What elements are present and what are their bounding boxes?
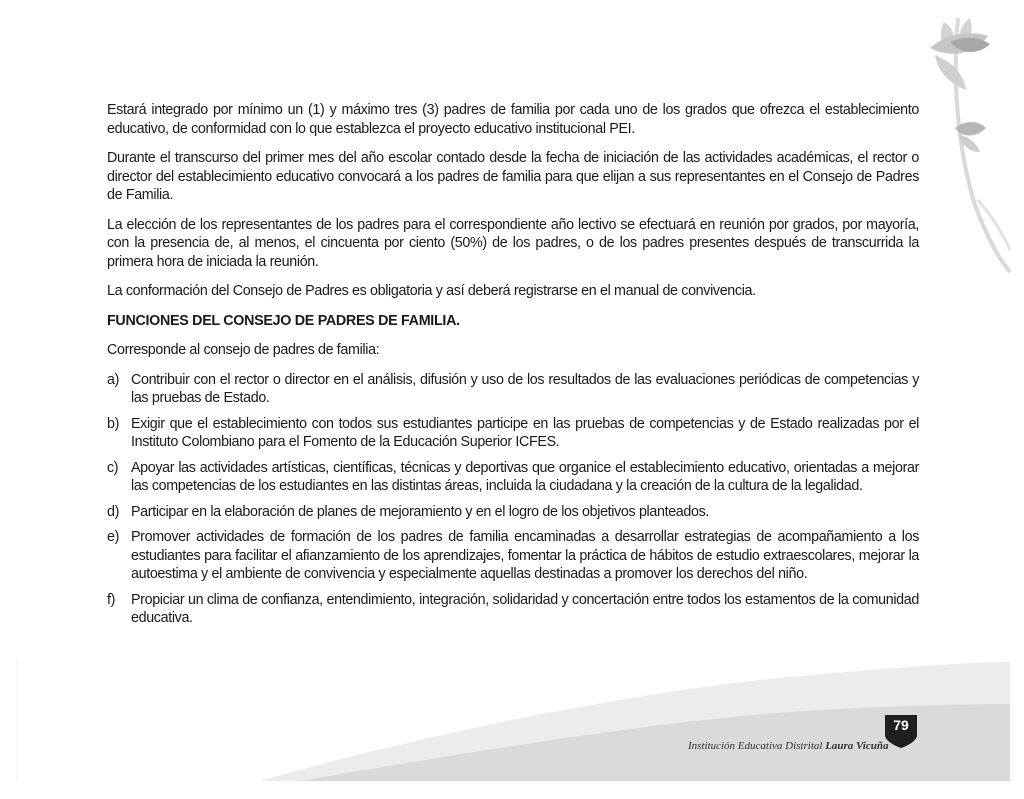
list-intro: Corresponde al consejo de padres de familia: — [107, 342, 380, 358]
page-number: 79 — [893, 717, 909, 733]
footer-institution — [688, 740, 898, 752]
footer-institution-prefix: Institución Educativa Distrital — [688, 740, 823, 752]
list-item — [107, 415, 919, 452]
list-item-text: Apoyar las actividades artísticas, científicas, técnicas y deportivas que organice el establecimiento educativo, orientadas a mejorar las competencias de los estudiantes en las distintas áreas, incluida la ciudadana y la creación de la cultura de la legalidad. — [131, 459, 919, 494]
list-item-text: Participar en la elaboración de planes de mejoramiento y en el logro de los objetivos planteados. — [131, 503, 710, 520]
paragraph-1: Estará integrado por mínimo un (1) y máximo tres (3) padres de familia por cada uno de los grados que ofrezca el establecimiento educativo, de conformidad con lo que establezca el proyecto educativo institucional PEI. — [107, 102, 919, 137]
paragraph-2: Durante el transcurso del primer mes del año escolar contado desde la fecha de iniciación de las actividades académicas, el rector o director del establecimiento educativo convocará a los padres de familia para que elijan a sus representantes en el Consejo de Padres de Familia. — [107, 150, 919, 203]
list-item-marker: c) — [107, 459, 119, 476]
list-item-marker: f) — [107, 591, 116, 608]
list-item-text: Contribuir con el rector o director en el análisis, difusión y uso de los resultados de las evaluaciones periódicas de competencias y las pruebas de Estado. — [131, 371, 919, 406]
list-item-marker: d) — [107, 503, 120, 520]
list-item — [107, 459, 919, 496]
floral-ornament — [930, 18, 1010, 272]
footer-institution-name: Laura Vicuña — [825, 740, 889, 752]
list-item-text: Propiciar un clima de confianza, entendimiento, integración, solidaridad y concertación entre todos los estamentos de la comunidad educativa. — [131, 591, 919, 626]
list-item-marker: e) — [107, 529, 120, 545]
paragraph-4: La conformación del Consejo de Padres es obligatoria y así deberá registrarse en el manual de convivencia. — [107, 283, 756, 299]
main-content — [107, 101, 919, 635]
list-item — [107, 591, 919, 628]
list-item-text: Promover actividades de formación de los padres de familia encaminadas a desarrollar estrategias de acompañamiento a los estudiantes para facilitar el afianzamiento de los aprendizajes, fomentar la práctica de hábitos de estudio extraescolares, mejorar la autoestima y el ambiente de convivencia y especialmente aquellas destinadas a promover los derechos del niño. — [131, 529, 919, 582]
functions-list — [107, 371, 919, 628]
list-item — [107, 528, 919, 584]
list-item — [107, 503, 919, 522]
list-item-text: Exigir que el establecimiento con todos sus estudiantes participe en las pruebas de competencias y de Estado realizadas por el Instituto Colombiano para el Fomento de la Educación Superior ICFES. — [131, 415, 919, 450]
section-heading: FUNCIONES DEL CONSEJO DE PADRES DE FAMILIA. — [107, 312, 460, 329]
list-item — [107, 371, 919, 408]
paragraph-3: La elección de los representantes de los padres para el correspondiente año lectivo se efectuará en reunión por grados, por mayoría, con la presencia de, al menos, el cincuenta por ciento (50%) de los padres, o de los padres presentes después de transcurrida la primera hora de iniciada la reunión. — [107, 216, 919, 270]
list-item-marker: b) — [107, 415, 120, 432]
list-item-marker: a) — [107, 371, 120, 388]
